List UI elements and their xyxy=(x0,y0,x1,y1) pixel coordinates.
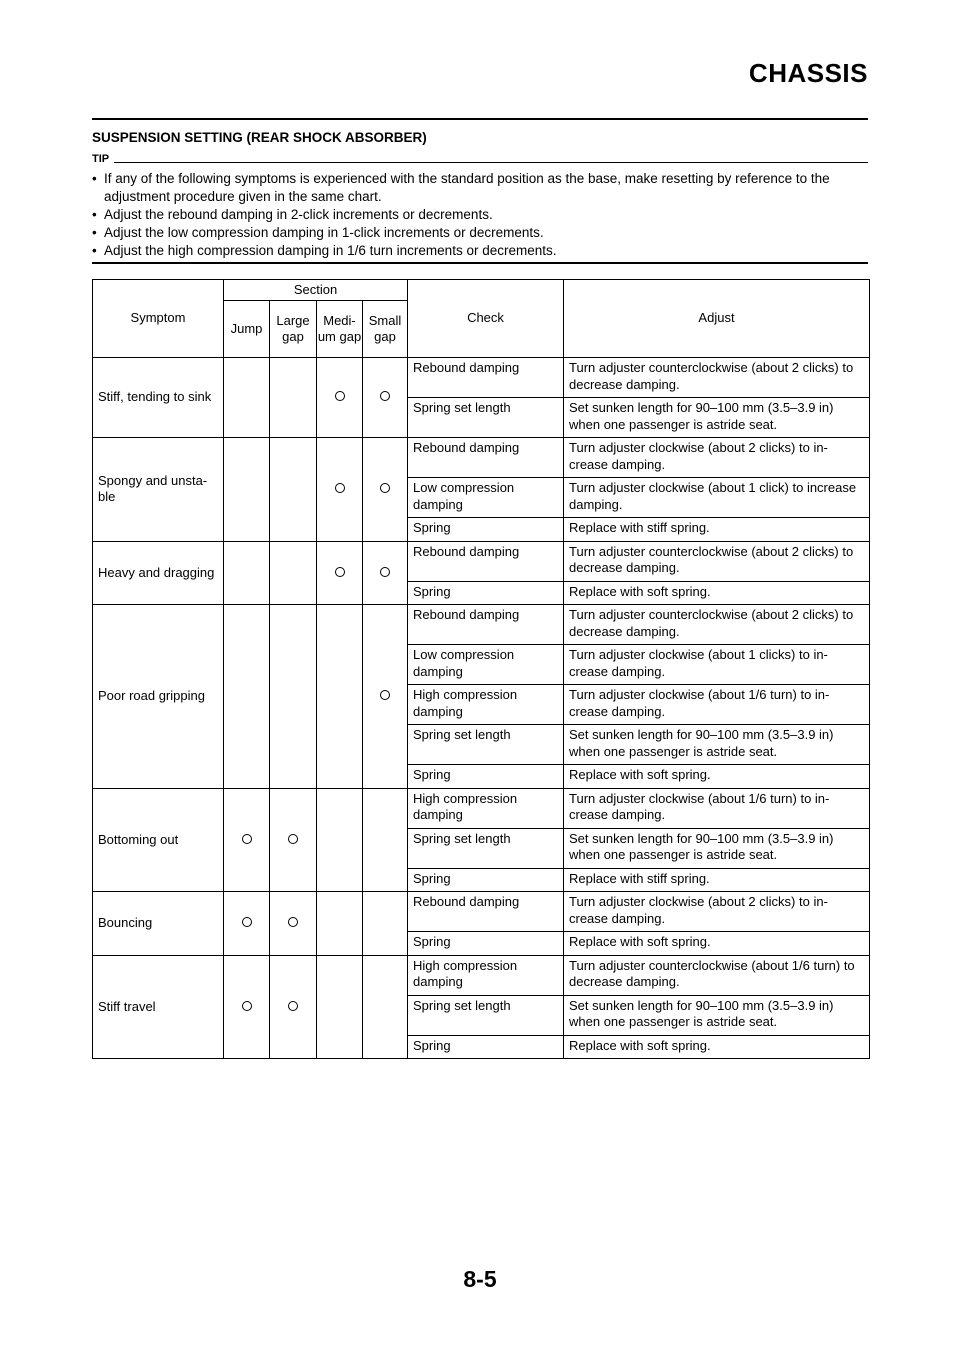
section-mark-cell xyxy=(270,358,317,438)
tip-item: • Adjust the low compression damping in 1-click increments or decrements. xyxy=(92,224,868,242)
check-cell: High compression damping xyxy=(408,685,564,725)
section-mark-cell xyxy=(270,788,317,892)
section-mark-cell xyxy=(317,892,363,956)
adjust-cell: Turn adjuster clockwise (about 1 click) to increase damping. xyxy=(564,478,870,518)
check-cell: Low compression damping xyxy=(408,645,564,685)
section-mark-cell xyxy=(224,955,270,1059)
table-row xyxy=(93,955,870,995)
tip-header xyxy=(92,153,868,167)
col-header-large-gap: Large gap xyxy=(270,301,317,358)
table-row xyxy=(93,541,870,581)
section-mark-cell xyxy=(317,541,363,605)
section-mark-cell xyxy=(270,438,317,542)
tip-item: • If any of the following symptoms is experienced with the standard position as the base, make resetting by reference to the adjustment procedure given in the same chart. xyxy=(92,170,868,206)
check-cell: Rebound damping xyxy=(408,541,564,581)
check-cell: Spring set length xyxy=(408,828,564,868)
section-mark-cell xyxy=(224,438,270,542)
symptom-cell: Heavy and dragging xyxy=(93,541,224,605)
section-mark-cell xyxy=(363,605,408,789)
adjust-cell: Turn adjuster counterclockwise (about 1/6 turn) to decrease damping. xyxy=(564,955,870,995)
circle-mark-icon xyxy=(242,917,252,927)
col-header-small-gap: Small gap xyxy=(363,301,408,358)
check-cell: Spring xyxy=(408,581,564,605)
table-row xyxy=(93,892,870,932)
page-number: 8-5 xyxy=(463,1266,497,1292)
page-header-title: CHASSIS xyxy=(748,58,868,88)
adjust-cell: Replace with soft spring. xyxy=(564,581,870,605)
adjust-cell: Replace with soft spring. xyxy=(564,765,870,789)
check-cell: Rebound damping xyxy=(408,892,564,932)
adjust-cell: Replace with soft spring. xyxy=(564,1035,870,1059)
section-mark-cell xyxy=(270,955,317,1059)
section-mark-cell xyxy=(317,605,363,789)
tip-list xyxy=(92,170,868,260)
section-mark-cell xyxy=(270,892,317,956)
suspension-setting-table xyxy=(92,279,870,1059)
section-mark-cell xyxy=(363,955,408,1059)
adjust-cell: Set sunken length for 90–100 mm (3.5–3.9 in) when one passenger is astride seat. xyxy=(564,828,870,868)
circle-mark-icon xyxy=(380,391,390,401)
adjust-cell: Turn adjuster counterclockwise (about 2 clicks) to decrease damping. xyxy=(564,358,870,398)
circle-mark-icon xyxy=(335,567,345,577)
circle-mark-icon xyxy=(242,834,252,844)
check-cell: Rebound damping xyxy=(408,605,564,645)
check-cell: Rebound damping xyxy=(408,358,564,398)
table-body xyxy=(93,358,870,1059)
col-header-symptom: Symptom xyxy=(93,280,224,358)
header-rule xyxy=(92,118,868,120)
section-mark-cell xyxy=(224,788,270,892)
table-row xyxy=(93,605,870,645)
tip-label: TIP xyxy=(92,153,113,165)
check-cell: Spring xyxy=(408,868,564,892)
symptom-cell: Poor road gripping xyxy=(93,605,224,789)
check-cell: Spring xyxy=(408,932,564,956)
section-mark-cell xyxy=(270,605,317,789)
check-cell: Spring xyxy=(408,1035,564,1059)
circle-mark-icon xyxy=(380,690,390,700)
section-mark-cell xyxy=(363,788,408,892)
col-header-adjust: Adjust xyxy=(564,280,870,358)
col-header-check: Check xyxy=(408,280,564,358)
section-mark-cell xyxy=(224,541,270,605)
adjust-cell: Set sunken length for 90–100 mm (3.5–3.9 in) when one passenger is astride seat. xyxy=(564,398,870,438)
col-header-section: Section xyxy=(224,280,408,301)
symptom-cell: Stiff, tending to sink xyxy=(93,358,224,438)
col-header-medium-gap: Medi-um gap xyxy=(317,301,363,358)
check-cell: Spring set length xyxy=(408,995,564,1035)
adjust-cell: Turn adjuster counterclockwise (about 2 clicks) to decrease damping. xyxy=(564,541,870,581)
symptom-cell: Stiff travel xyxy=(93,955,224,1059)
symptom-cell: Spongy and unsta-ble xyxy=(93,438,224,542)
adjust-cell: Turn adjuster counterclockwise (about 2 clicks) to decrease damping. xyxy=(564,605,870,645)
circle-mark-icon xyxy=(242,1001,252,1011)
tip-item: • Adjust the high compression damping in 1/6 turn increments or decrements. xyxy=(92,242,868,260)
circle-mark-icon xyxy=(335,483,345,493)
section-mark-cell xyxy=(363,892,408,956)
col-header-jump: Jump xyxy=(224,301,270,358)
section-mark-cell xyxy=(363,358,408,438)
circle-mark-icon xyxy=(380,483,390,493)
circle-mark-icon xyxy=(288,834,298,844)
symptom-cell: Bottoming out xyxy=(93,788,224,892)
adjust-cell: Turn adjuster clockwise (about 2 clicks) to in-crease damping. xyxy=(564,438,870,478)
check-cell: Spring xyxy=(408,765,564,789)
circle-mark-icon xyxy=(288,1001,298,1011)
adjust-cell: Replace with stiff spring. xyxy=(564,518,870,542)
section-mark-cell xyxy=(224,605,270,789)
adjust-cell: Replace with soft spring. xyxy=(564,932,870,956)
section-heading: SUSPENSION SETTING (REAR SHOCK ABSORBER) xyxy=(92,130,427,145)
adjust-cell: Turn adjuster clockwise (about 1/6 turn) to in-crease damping. xyxy=(564,788,870,828)
circle-mark-icon xyxy=(380,567,390,577)
circle-mark-icon xyxy=(335,391,345,401)
adjust-cell: Replace with stiff spring. xyxy=(564,868,870,892)
section-mark-cell xyxy=(363,438,408,542)
adjust-cell: Set sunken length for 90–100 mm (3.5–3.9 in) when one passenger is astride seat. xyxy=(564,725,870,765)
circle-mark-icon xyxy=(288,917,298,927)
section-mark-cell xyxy=(317,788,363,892)
adjust-cell: Turn adjuster clockwise (about 2 clicks) to in-crease damping. xyxy=(564,892,870,932)
adjust-cell: Turn adjuster clockwise (about 1/6 turn) to in-crease damping. xyxy=(564,685,870,725)
section-mark-cell xyxy=(224,892,270,956)
adjust-cell: Turn adjuster clockwise (about 1 clicks) to in-crease damping. xyxy=(564,645,870,685)
adjust-cell: Set sunken length for 90–100 mm (3.5–3.9 in) when one passenger is astride seat. xyxy=(564,995,870,1035)
section-mark-cell xyxy=(317,955,363,1059)
check-cell: Spring xyxy=(408,518,564,542)
symptom-cell: Bouncing xyxy=(93,892,224,956)
check-cell: Low compression damping xyxy=(408,478,564,518)
check-cell: High compression damping xyxy=(408,955,564,995)
check-cell: Spring set length xyxy=(408,725,564,765)
section-mark-cell xyxy=(270,541,317,605)
tip-rule xyxy=(114,162,868,163)
table-row xyxy=(93,358,870,398)
table-row xyxy=(93,438,870,478)
check-cell: Spring set length xyxy=(408,398,564,438)
section-mark-cell xyxy=(317,358,363,438)
check-cell: High compression damping xyxy=(408,788,564,828)
check-cell: Rebound damping xyxy=(408,438,564,478)
section-mark-cell xyxy=(317,438,363,542)
tip-end-rule xyxy=(92,262,868,264)
section-mark-cell xyxy=(224,358,270,438)
table-row xyxy=(93,788,870,828)
section-mark-cell xyxy=(363,541,408,605)
tip-item: • Adjust the rebound damping in 2-click increments or decrements. xyxy=(92,206,868,224)
